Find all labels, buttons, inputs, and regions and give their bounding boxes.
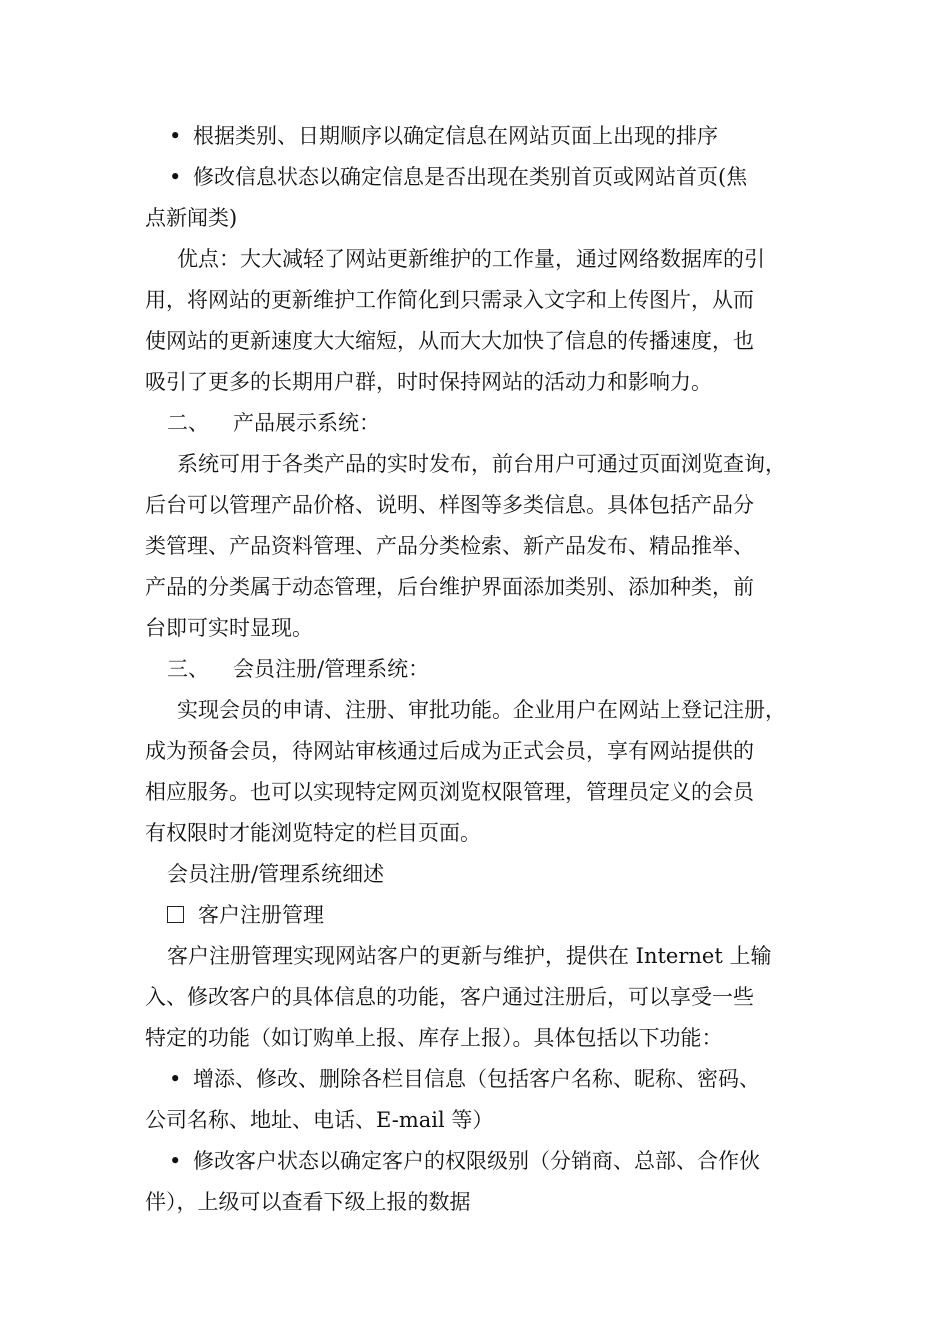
bullet-text: 根据类别、日期顺序以确定信息在网站页面上出现的排序 — [193, 124, 718, 148]
section-title: 会员注册/管理系统： — [233, 657, 430, 681]
paragraph-line: 台即可实时显现。 — [145, 616, 313, 640]
paragraph-line: 特定的功能（如订购单上报、库存上报）。具体包括以下功能： — [145, 1026, 723, 1050]
paragraph-line: 用，将网站的更新维护工作简化到只需录入文字和上传图片，从而 — [145, 288, 754, 312]
document-body — [145, 116, 810, 1223]
bullet-text: 增添、修改、删除各栏目信息（包括客户名称、昵称、密码、 — [193, 1067, 760, 1091]
section-heading — [145, 649, 810, 690]
paragraph-line: 相应服务。也可以实现特定网页浏览权限管理，管理员定义的会员 — [145, 780, 754, 804]
section-number: 二、 — [167, 411, 209, 435]
bullet-text: 修改信息状态以确定信息是否出现在类别首页或网站首页(焦 — [193, 165, 748, 189]
bullet-text-continued: 公司名称、地址、电话、E-mail 等） — [145, 1108, 494, 1132]
paragraph-line: 有权限时才能浏览特定的栏目页面。 — [145, 821, 481, 845]
bullet-item — [145, 116, 810, 157]
bullet-mark: • — [169, 165, 182, 189]
section-paragraph — [145, 690, 810, 854]
bullet-text: 修改客户状态以确定客户的权限级别（分销商、总部、合作伙 — [193, 1149, 760, 1173]
paragraph-line: 使网站的更新速度大大缩短，从而大大加快了信息的传播速度，也 — [145, 329, 754, 353]
section-paragraph — [145, 444, 810, 649]
bullet-mark: • — [169, 1067, 182, 1091]
bullet-item — [145, 1059, 810, 1141]
paragraph-line: 产品的分类属于动态管理，后台维护界面添加类别、添加种类，前 — [145, 575, 754, 599]
advantage-paragraph — [145, 239, 810, 403]
paragraph-line: 后台可以管理产品价格、说明、样图等多类信息。具体包括产品分 — [145, 493, 754, 517]
section-heading — [145, 403, 810, 444]
section-number: 三、 — [167, 657, 209, 681]
section-title: 产品展示系统： — [233, 411, 380, 435]
paragraph-line: 成为预备会员，待网站审核通过后成为正式会员，享有网站提供的 — [145, 739, 754, 763]
checkbox-item — [145, 895, 810, 936]
paragraph-line: 入、修改客户的具体信息的功能，客户通过注册后，可以享受一些 — [145, 985, 754, 1009]
bullet-item — [145, 157, 810, 239]
paragraph-line: 实现会员的申请、注册、审批功能。企业用户在网站上登记注册， — [177, 698, 786, 722]
bullet-text-continued: 点新闻类) — [145, 206, 238, 230]
paragraph-line: 优点：大大减轻了网站更新维护的工作量，通过网络数据库的引 — [177, 247, 765, 271]
checkbox-icon — [167, 906, 184, 923]
paragraph-line: 吸引了更多的长期用户群，时时保持网站的活动力和影响力。 — [145, 370, 712, 394]
bullet-item — [145, 1141, 810, 1223]
bullet-mark: • — [169, 1149, 182, 1173]
paragraph-line: 类管理、产品资料管理、产品分类检索、新产品发布、精品推举、 — [145, 534, 754, 558]
customer-paragraph — [145, 936, 810, 1059]
bullet-mark: • — [169, 124, 182, 148]
subsection-title: 会员注册/管理系统细述 — [167, 862, 385, 886]
paragraph-line: 系统可用于各类产品的实时发布，前台用户可通过页面浏览查询， — [177, 452, 786, 476]
checkbox-label: 客户注册管理 — [198, 903, 324, 927]
paragraph-line: 客户注册管理实现网站客户的更新与维护，提供在 Internet 上输 — [167, 944, 772, 968]
bullet-text-continued: 伴），上级可以查看下级上报的数据 — [145, 1190, 471, 1214]
